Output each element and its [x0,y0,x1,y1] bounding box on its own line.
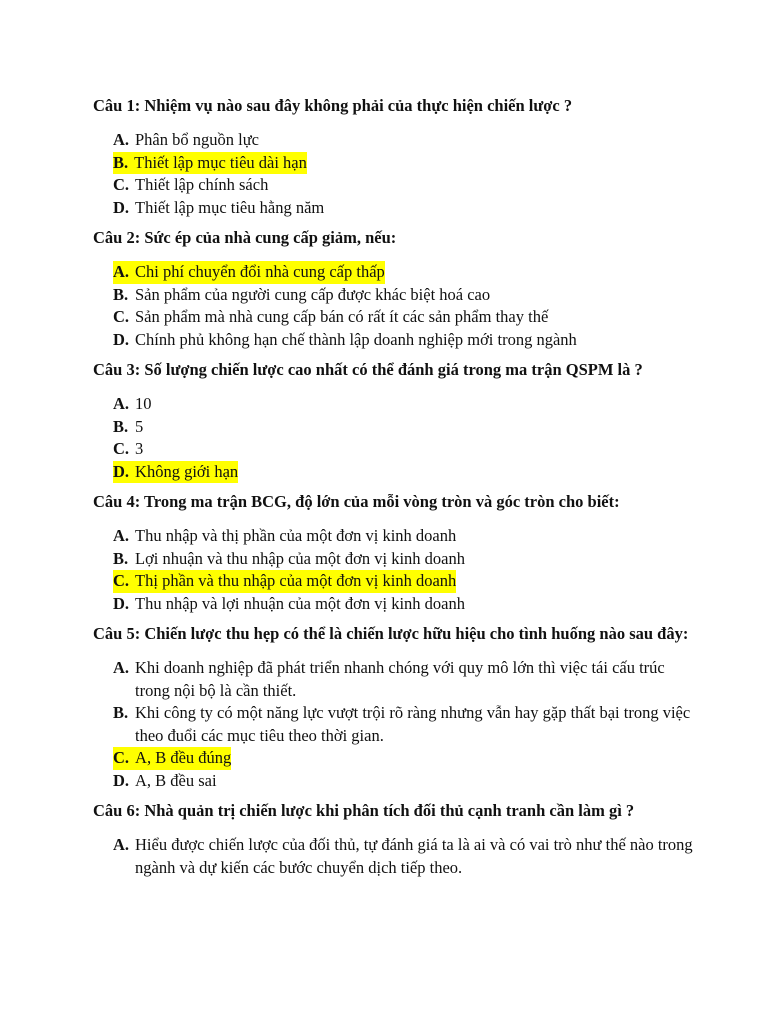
option-b [113,416,693,439]
option-text: Thiết lập chính sách [135,175,269,194]
option-c-highlighted [113,570,456,593]
question-title: Câu 4: Trong ma trận BCG, độ lớn của mỗi vòng tròn và góc tròn cho biết: [93,492,620,511]
option-b [113,548,693,571]
option-text: A, B đều đúng [135,747,231,770]
option-d [113,329,693,352]
option-d [113,770,693,793]
question-block [93,227,693,351]
option-text: Hiểu được chiến lược của đối thủ, tự đánh giá ta là ai và có vai trò như thế nào trong ngành và dự kiến các bước chuyển dịch tiếp theo. [135,835,693,877]
option-text: A, B đều sai [135,770,217,790]
option-text: Khi doanh nghiệp đã phát triển nhanh chóng với quy mô lớn thì việc tái cấu trúc trong nội bộ là cần thiết. [135,658,665,700]
option-list [113,393,693,483]
option-letter: D. [113,461,135,484]
option-letter: D. [113,770,130,790]
option-letter: C. [113,747,135,770]
option-letter: C. [113,439,130,458]
option-list [113,657,693,792]
option-d [113,197,693,220]
option-letter: B. [113,284,129,304]
option-a [113,525,693,548]
quiz-document [93,90,693,887]
option-text: 10 [135,394,152,413]
option-a [113,657,693,702]
option-text: Không giới hạn [135,461,238,484]
question-block [93,95,693,219]
option-letter: A. [113,394,130,413]
option-text: Sản phẩm của người cung cấp được khác biệt hoá cao [135,284,491,304]
option-c [113,174,693,197]
question-title: Câu 3: Số lượng chiến lược cao nhất có thể đánh giá trong ma trận QSPM là ? [93,360,643,379]
option-letter: A. [113,835,130,854]
option-a [113,393,693,416]
option-letter: B. [113,703,129,722]
option-list [113,834,693,879]
option-letter: C. [113,307,130,326]
option-a [113,834,693,879]
option-text: Phân bổ nguồn lực [135,130,259,149]
option-text: Thu nhập và lợi nhuận của một đơn vị kinh doanh [135,593,465,613]
option-letter: A. [113,130,130,149]
question-title: Câu 2: Sức ép của nhà cung cấp giảm, nếu: [93,228,397,247]
question-block [93,359,693,483]
option-letter: B. [113,416,129,436]
question-title: Câu 6: Nhà quản trị chiến lược khi phân tích đối thủ cạnh tranh cần làm gì ? [93,801,635,820]
option-a [113,129,693,152]
option-list [113,525,693,615]
option-text: Thiết lập mục tiêu hằng năm [135,197,325,217]
option-letter: B. [113,152,134,175]
option-text: Lợi nhuận và thu nhập của một đơn vị kinh doanh [135,548,465,568]
question-title: Câu 5: Chiến lược thu hẹp có thể là chiến lược hữu hiệu cho tình huống nào sau đây: [93,624,689,643]
option-letter: D. [113,197,130,217]
option-text: Thị phần và thu nhập của một đơn vị kinh doanh [135,570,456,593]
option-b-highlighted [113,152,307,175]
option-text: Chi phí chuyển đổi nhà cung cấp thấp [135,261,385,284]
option-text: Khi công ty có một năng lực vượt trội rõ ràng nhưng vẫn hay gặp thất bại trong việc theo đuổi các mục tiêu theo thời gian. [135,703,691,745]
option-text: Thiết lập mục tiêu dài hạn [134,152,307,175]
question-block [93,800,693,879]
option-text: 5 [135,416,144,436]
option-text: Chính phủ không hạn chế thành lập doanh nghiệp mới trong ngành [135,329,577,349]
question-block [93,623,693,792]
option-c [113,306,693,329]
option-letter: C. [113,570,135,593]
question-block [93,491,693,615]
option-letter: C. [113,175,130,194]
option-letter: A. [113,526,130,545]
option-c-highlighted [113,747,231,770]
option-text: Thu nhập và thị phần của một đơn vị kinh doanh [135,526,457,545]
option-letter: A. [113,261,135,284]
option-letter: D. [113,593,130,613]
option-letter: B. [113,548,129,568]
option-d-highlighted [113,461,238,484]
option-text: Sản phẩm mà nhà cung cấp bán có rất ít các sản phẩm thay thế [135,307,549,326]
option-c [113,438,693,461]
option-letter: D. [113,329,130,349]
question-title: Câu 1: Nhiệm vụ nào sau đây không phải của thực hiện chiến lược ? [93,96,573,115]
option-d [113,593,693,616]
option-list [113,261,693,351]
option-a-highlighted [113,261,385,284]
option-letter: A. [113,658,130,677]
option-b [113,702,693,747]
option-text: 3 [135,439,144,458]
option-list [113,129,693,219]
option-b [113,284,693,307]
